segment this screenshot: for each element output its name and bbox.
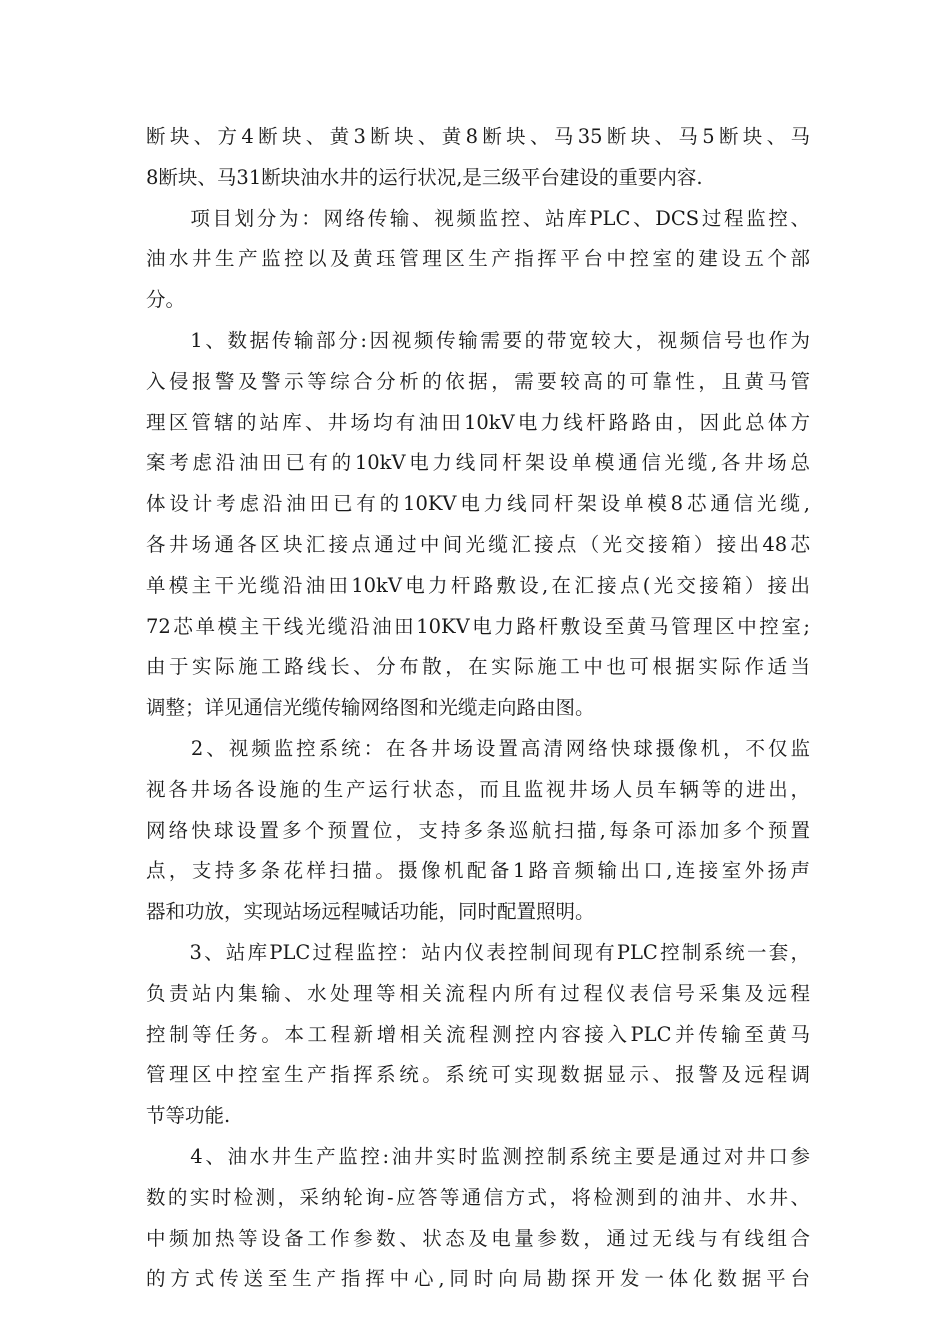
text-line: 负责站内集输、水处理等相关流程内所有过程仪表信号采集及远程 bbox=[146, 981, 810, 1005]
text-line: 器和功放，实现站场远程喊话功能，同时配置照明。 bbox=[146, 900, 595, 924]
text-line: 2、视频监控系统：在各井场设置高清网络快球摄像机，不仅监 bbox=[146, 736, 810, 760]
text-line: 1、数据传输部分:因视频传输需要的带宽较大，视频信号也作为 bbox=[146, 328, 810, 352]
text-line: 点，支持多条花样扫描。摄像机配备1路音频输出口,连接室外扬声 bbox=[146, 859, 810, 883]
text-line: 控制等任务。本工程新增相关流程测控内容接入PLC并传输至黄马 bbox=[146, 1022, 810, 1046]
text-line: 单模主干光缆沿油田10kV电力杆路敷设,在汇接点(光交接箱）接出 bbox=[146, 573, 810, 597]
text-line: 油水井生产监控以及黄珏管理区生产指挥平台中控室的建设五个部 bbox=[146, 247, 810, 271]
text-line: 4、油水井生产监控:油井实时监测控制系统主要是通过对井口参 bbox=[146, 1144, 810, 1168]
body-text bbox=[146, 117, 810, 1300]
text-line: 网络快球设置多个预置位，支持多条巡航扫描,每条可添加多个预置 bbox=[146, 818, 810, 842]
text-line: 节等功能. bbox=[146, 1104, 231, 1128]
text-line: 72芯单模主干线光缆沿油田10KV电力路杆敷设至黄马管理区中控室; bbox=[146, 614, 810, 638]
text-line: 管理区中控室生产指挥系统。系统可实现数据显示、报警及远程调 bbox=[146, 1063, 810, 1087]
text-line: 调整；详见通信光缆传输网络图和光缆走向路由图。 bbox=[146, 696, 595, 720]
text-line: 3、站库PLC过程监控：站内仪表控制间现有PLC控制系统一套， bbox=[146, 940, 810, 964]
text-line: 入侵报警及警示等综合分析的依据，需要较高的可靠性，且黄马管 bbox=[146, 369, 810, 393]
text-line: 断块、方4断块、黄3断块、黄8断块、马35断块、马5断块、马 bbox=[146, 125, 810, 148]
text-line: 8断块、马31断块油水井的运行状况,是三级平台建设的重要内容. bbox=[146, 165, 703, 189]
text-line: 数的实时检测，采纳轮询-应答等通信方式，将检测到的油井、水井、 bbox=[146, 1185, 810, 1209]
text-line: 理区管辖的站库、井场均有油田10kV电力线杆路路由，因此总体方 bbox=[146, 410, 810, 434]
text-line: 案考虑沿油田已有的10kV电力线同杆架设单模通信光缆,各井场总 bbox=[146, 451, 810, 475]
text-line: 视各井场各设施的生产运行状态，而且监视井场人员车辆等的进出， bbox=[146, 777, 810, 801]
text-line: 体设计考虑沿油田已有的10KV电力线同杆架设单模8芯通信光缆, bbox=[146, 492, 810, 516]
text-line: 中频加热等设备工作参数、状态及电量参数，通过无线与有线组合 bbox=[146, 1226, 810, 1250]
text-line: 的方式传送至生产指挥中心,同时向局勘探开发一体化数据平台 bbox=[146, 1267, 810, 1291]
text-line: 分。 bbox=[146, 288, 186, 312]
text-line: 各井场通各区块汇接点通过中间光缆汇接点（光交接箱）接出48芯 bbox=[146, 532, 810, 556]
text-line: 由于实际施工路线长、分布散，在实际施工中也可根据实际作适当 bbox=[146, 655, 810, 679]
text-line: 项目划分为：网络传输、视频监控、站库PLC、DCS过程监控、 bbox=[146, 206, 810, 230]
